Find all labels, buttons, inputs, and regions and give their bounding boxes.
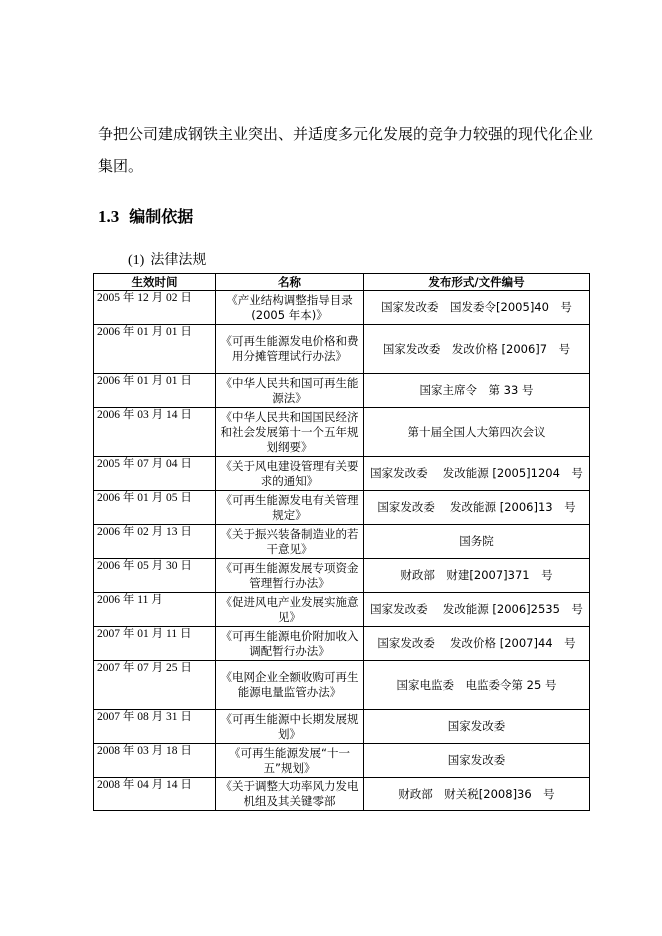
cell-issuer-number: 财政部 财关税[2008]36 号 bbox=[364, 778, 590, 811]
section-title: 编制依据 bbox=[129, 207, 194, 226]
cell-document-name: 《关于调整大功率风力发电机组及其关键零部 bbox=[216, 778, 364, 811]
subsection-title: 法律法规 bbox=[150, 252, 207, 268]
cell-document-name: 《可再生能源电价附加收入调配暂行办法》 bbox=[216, 627, 364, 661]
table-row bbox=[94, 457, 590, 491]
cell-effective-date: 2006 年 05 月 30 日 bbox=[94, 559, 216, 593]
subsection-heading bbox=[128, 249, 206, 269]
cell-document-name: 《可再生能源发电有关管理规定》 bbox=[216, 491, 364, 525]
column-header-date: 生效时间 bbox=[94, 274, 216, 291]
table-row bbox=[94, 593, 590, 627]
cell-issuer-number: 国家主席令 第 33 号 bbox=[364, 374, 590, 408]
cell-document-name: 《中华人民共和国国民经济和社会发展第十一个五年规划纲要》 bbox=[216, 408, 364, 457]
cell-document-name: 《关于振兴装备制造业的若干意见》 bbox=[216, 525, 364, 559]
cell-issuer-number: 国家电监委 电监委令第 25 号 bbox=[364, 661, 590, 710]
regulations-table bbox=[93, 273, 590, 811]
section-heading bbox=[98, 204, 193, 227]
table-header-row bbox=[94, 274, 590, 291]
cell-document-name: 《关于风电建设管理有关要求的通知》 bbox=[216, 457, 364, 491]
table-row bbox=[94, 491, 590, 525]
table-row bbox=[94, 778, 590, 811]
table-row bbox=[94, 744, 590, 778]
cell-issuer-number: 国家发改委 发改能源 [2006]2535 号 bbox=[364, 593, 590, 627]
cell-effective-date: 2005 年 12 月 02 日 bbox=[94, 291, 216, 325]
table-row bbox=[94, 710, 590, 744]
cell-issuer-number: 国家发改委 bbox=[364, 710, 590, 744]
cell-effective-date: 2005 年 07 月 04 日 bbox=[94, 457, 216, 491]
table-row bbox=[94, 408, 590, 457]
column-header-name: 名称 bbox=[216, 274, 364, 291]
cell-effective-date: 2006 年 01 月 01 日 bbox=[94, 374, 216, 408]
section-number: 1.3 bbox=[98, 207, 120, 226]
cell-document-name: 《可再生能源发展专项资金管理暂行办法》 bbox=[216, 559, 364, 593]
body-paragraph: 争把公司建成钢铁主业突出、并适度多元化发展的竞争力较强的现代化企业集团。 bbox=[98, 125, 594, 175]
cell-effective-date: 2006 年 01 月 01 日 bbox=[94, 325, 216, 374]
cell-effective-date: 2007 年 01 月 11 日 bbox=[94, 627, 216, 661]
table-row bbox=[94, 661, 590, 710]
cell-document-name: 《中华人民共和国可再生能源法》 bbox=[216, 374, 364, 408]
cell-issuer-number: 国家发改委 发改能源 [2006]13 号 bbox=[364, 491, 590, 525]
table-row bbox=[94, 325, 590, 374]
cell-effective-date: 2006 年 03 月 14 日 bbox=[94, 408, 216, 457]
cell-document-name: 《可再生能源中长期发展规划》 bbox=[216, 710, 364, 744]
cell-effective-date: 2008 年 04 月 14 日 bbox=[94, 778, 216, 811]
cell-effective-date: 2006 年 11 月 bbox=[94, 593, 216, 627]
cell-issuer-number: 国家发改委 发改价格 [2006]7 号 bbox=[364, 325, 590, 374]
cell-document-name: 《促进风电产业发展实施意见》 bbox=[216, 593, 364, 627]
cell-effective-date: 2006 年 01 月 05 日 bbox=[94, 491, 216, 525]
table-row bbox=[94, 627, 590, 661]
cell-issuer-number: 财政部 财建[2007]371 号 bbox=[364, 559, 590, 593]
cell-effective-date: 2007 年 08 月 31 日 bbox=[94, 710, 216, 744]
cell-issuer-number: 国家发改委 发改能源 [2005]1204 号 bbox=[364, 457, 590, 491]
table-row bbox=[94, 559, 590, 593]
cell-issuer-number: 第十届全国人大第四次会议 bbox=[364, 408, 590, 457]
cell-document-name: 《可再生能源发展“十一五”规划》 bbox=[216, 744, 364, 778]
cell-issuer-number: 国家发改委 国发委令[2005]40 号 bbox=[364, 291, 590, 325]
table-row bbox=[94, 291, 590, 325]
cell-issuer-number: 国家发改委 发改价格 [2007]44 号 bbox=[364, 627, 590, 661]
cell-document-name: 《可再生能源发电价格和费用分摊管理试行办法》 bbox=[216, 325, 364, 374]
cell-effective-date: 2007 年 07 月 25 日 bbox=[94, 661, 216, 710]
table-row bbox=[94, 525, 590, 559]
subsection-number: (1) bbox=[128, 253, 145, 268]
cell-document-name: 《产业结构调整指导目录(2005 年本)》 bbox=[216, 291, 364, 325]
cell-effective-date: 2008 年 03 月 18 日 bbox=[94, 744, 216, 778]
column-header-issuer: 发布形式/文件编号 bbox=[364, 274, 590, 291]
cell-effective-date: 2006 年 02 月 13 日 bbox=[94, 525, 216, 559]
cell-issuer-number: 国务院 bbox=[364, 525, 590, 559]
table-body bbox=[94, 291, 590, 811]
table-row bbox=[94, 374, 590, 408]
cell-document-name: 《电网企业全额收购可再生能源电量监管办法》 bbox=[216, 661, 364, 710]
cell-issuer-number: 国家发改委 bbox=[364, 744, 590, 778]
